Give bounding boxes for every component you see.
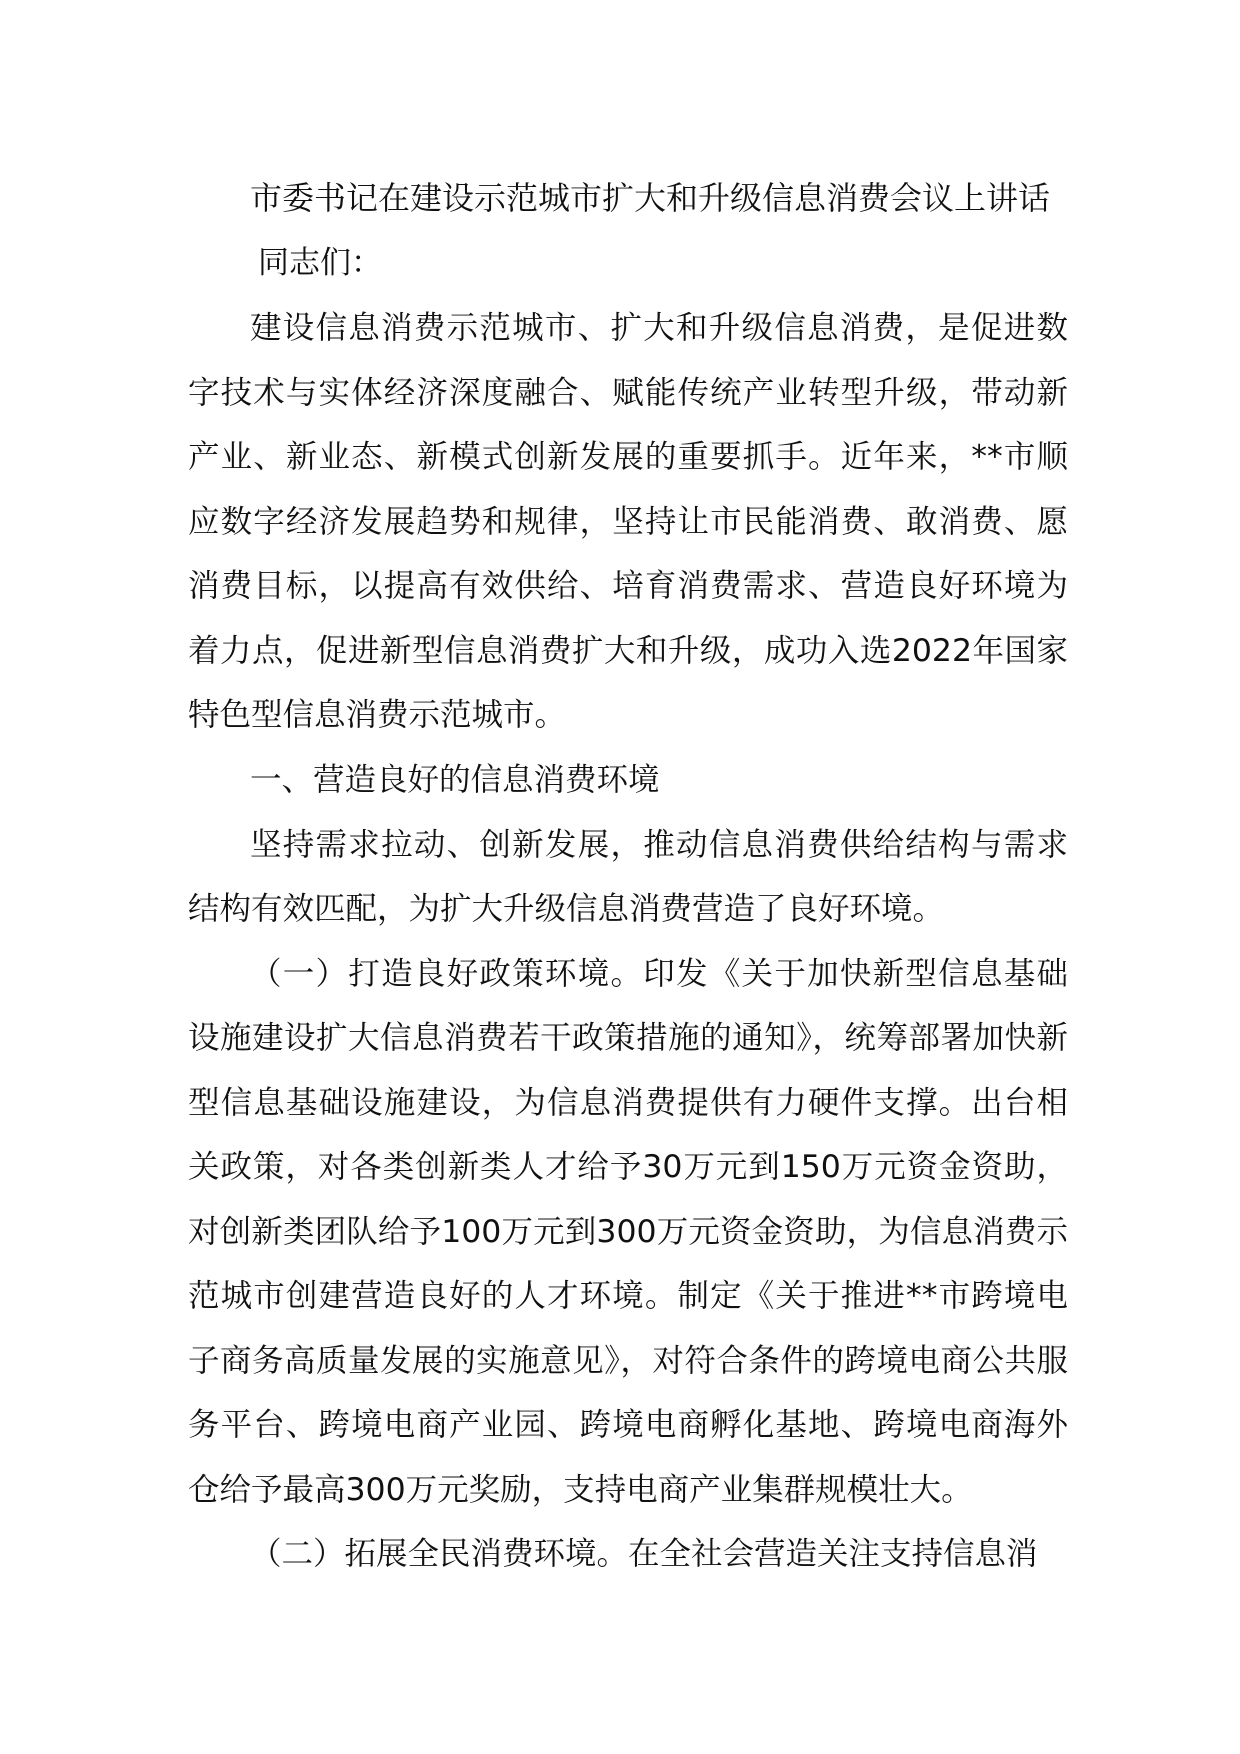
document-body — [188, 166, 1068, 1587]
salutation: 同志们： — [258, 245, 382, 281]
section-heading-1: 一、营造良好的信息消费环境 — [250, 761, 660, 798]
paragraph-section-1-intro: 坚持需求拉动、创新发展，推动信息消费供给结构与需求结构有效匹配，为扩大升级信息消费营造了良好环境。 — [188, 826, 1068, 927]
document-title: 市委书记在建设示范城市扩大和升级信息消费会议上讲话 — [250, 179, 1051, 217]
paragraph-intro: 建设信息消费示范城市、扩大和升级信息消费，是促进数字技术与实体经济深度融合、赋能传统产业转型升级，带动新产业、新业态、新模式创新发展的重要抓手。近年来，**市顺应数字经济发展趋势和规律，坚持让市民能消费、敢消费、愿消费目标，以提高有效供给、培育消费需求、营造良好环境为着力点，促进新型信息消费扩大和升级，成功入选2022年国家特色型信息消费示范城市。 — [188, 310, 1068, 733]
paragraph-consumption-environment: （二）拓展全民消费环境。在全社会营造关注支持信息消 — [250, 1536, 1038, 1572]
paragraph-policy-environment: （一）打造良好政策环境。印发《关于加快新型信息基础设施建设扩大信息消费若干政策措施的通知》，统筹部署加快新型信息基础设施建设，为信息消费提供有力硬件支撑。出台相关政策，对各类创新类人才给予30万元到150万元资金资助，对创新类团队给予100万元到300万元资金资助，为信息消费示范城市创建营造良好的人才环境。制定《关于推进**市跨境电子商务高质量发展的实施意见》，对符合条件的跨境电商公共服务平台、跨境电商产业园、跨境电商孵化基地、跨境电商海外仓给予最高300万元奖励，支持电商产业集群规模壮大。 — [188, 955, 1068, 1508]
